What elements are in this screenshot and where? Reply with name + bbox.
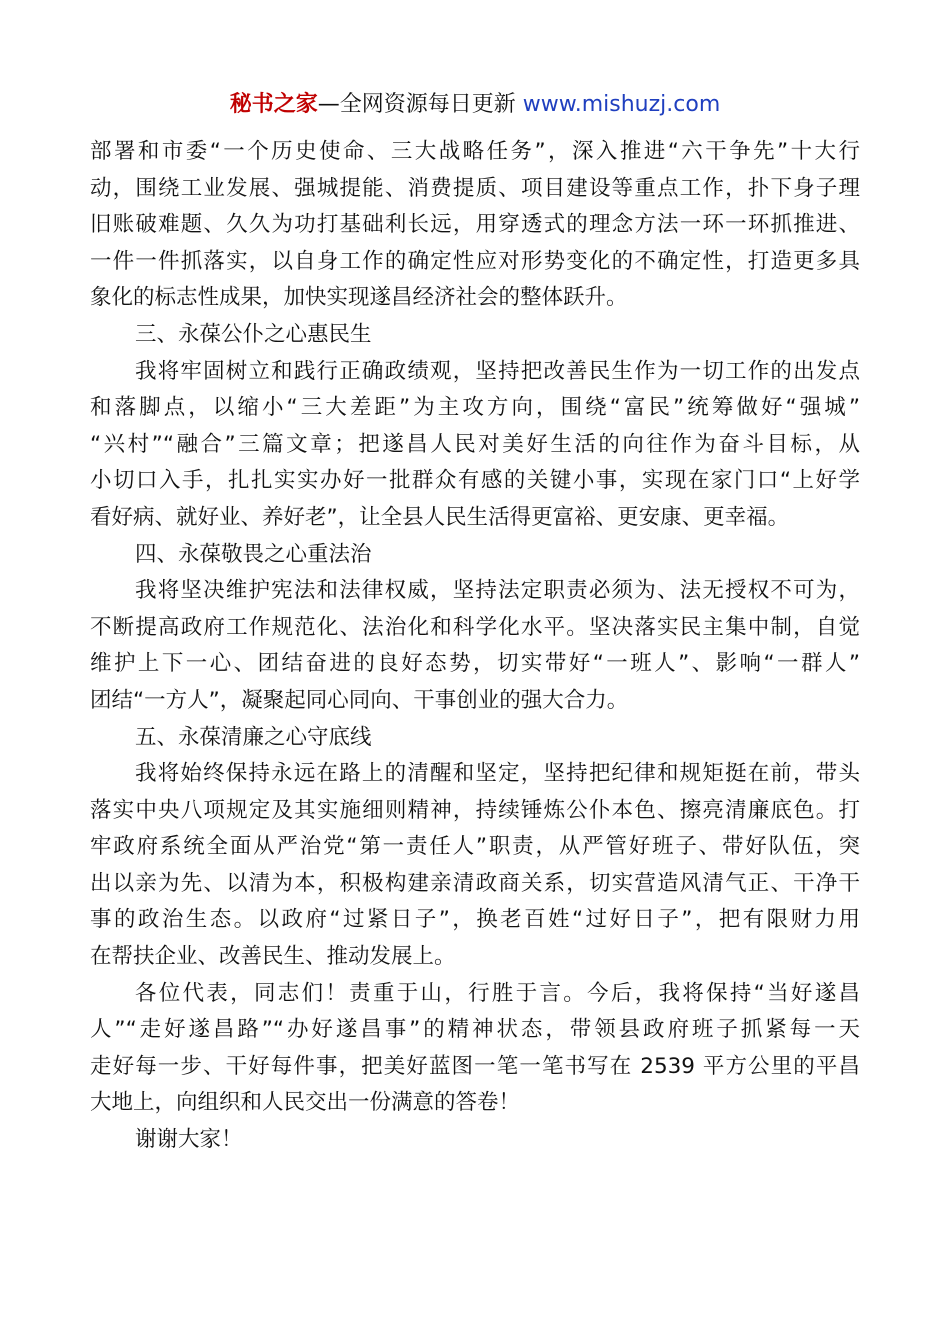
text-line: 一件一件抓落实，以自身工作的确定性应对形势变化的不确定性，打造更多具 bbox=[90, 248, 860, 274]
text-line: 事的政治生态。以政府“过紧日子”，换老百姓“过好日子”，把有限财力用 bbox=[90, 907, 860, 933]
text-line: 人”“走好遂昌路”“办好遂昌事”的精神状态，带领县政府班子抓紧每一天 bbox=[90, 1017, 860, 1043]
site-url[interactable]: www.mishuzj.com bbox=[522, 92, 721, 117]
text-line: 我将坚决维护宪法和法律权威，坚持法定职责必须为、法无授权不可为， bbox=[135, 578, 860, 604]
text-line: 旧账破难题、久久为功打基础利长远，用穿透式的理念方法一环一环抓推进、 bbox=[90, 212, 860, 238]
text-line: 我将始终保持永远在路上的清醒和坚定，坚持把纪律和规矩挺在前，带头 bbox=[135, 761, 860, 787]
text-line: 走好每一步、干好每件事，把美好蓝图一笔一笔书写在 2539 平方公里的平昌 bbox=[90, 1053, 860, 1079]
text-line: 出以亲为先、以清为本，积极构建亲清政商关系，切实营造风清气正、干净干 bbox=[90, 870, 860, 896]
text-line: 看好病、就好业、养好老”，让全县人民生活得更富裕、更安康、更幸福。 bbox=[90, 504, 790, 530]
text-line: 小切口入手，扎扎实实办好一批群众有感的关键小事，实现在家门口“上好学 bbox=[90, 468, 860, 494]
document-body bbox=[90, 134, 860, 1159]
text-line: “兴村”“融合”三篇文章；把遂昌人民对美好生活的向往作为奋斗目标，从 bbox=[90, 431, 860, 457]
text-line: 不断提高政府工作规范化、法治化和科学化水平。坚决落实民主集中制，自觉 bbox=[90, 614, 860, 640]
text-line: 我将牢固树立和践行正确政绩观，坚持把改善民生作为一切工作的出发点 bbox=[135, 358, 860, 384]
text-line: 五、永葆清廉之心守底线 bbox=[135, 724, 372, 750]
brand-name: 秘书之家 bbox=[229, 92, 318, 117]
text-line: 象化的标志性成果，加快实现遂昌经济社会的整体跃升。 bbox=[90, 285, 628, 311]
text-line: 团结“一方人”，凝聚起同心同向、干事创业的强大合力。 bbox=[90, 687, 629, 713]
page-header bbox=[0, 89, 950, 121]
text-line: 维护上下一心、团结奋进的良好态势，切实带好“一班人”、影响“一群人” bbox=[90, 651, 860, 677]
text-line: 在帮扶企业、改善民生、推动发展上。 bbox=[90, 944, 456, 970]
text-line: 三、永葆公仆之心惠民生 bbox=[135, 321, 372, 347]
text-line: 大地上，向组织和人民交出一份满意的答卷！ bbox=[90, 1090, 521, 1116]
text-line: 部署和市委“一个历史使命、三大战略任务”，深入推进“六干争先”十大行 bbox=[90, 139, 860, 164]
text-line: 谢谢大家！ bbox=[135, 1127, 243, 1153]
header-slogan: —全网资源每日更新 bbox=[317, 92, 516, 117]
text-line: 各位代表，同志们！责重于山，行胜于言。今后，我将保持“当好遂昌 bbox=[135, 980, 860, 1006]
text-line: 落实中央八项规定及其实施细则精神，持续锤炼公仆本色、擦亮清廉底色。打 bbox=[90, 797, 860, 823]
text-line: 动，围绕工业发展、强城提能、消费提质、项目建设等重点工作，扑下身子理 bbox=[90, 175, 860, 201]
text-line: 牢政府系统全面从严治党“第一责任人”职责，从严管好班子、带好队伍，突 bbox=[90, 834, 860, 860]
text-line: 四、永葆敬畏之心重法治 bbox=[135, 541, 372, 567]
text-line: 和落脚点，以缩小“三大差距”为主攻方向，围绕“富民”统筹做好“强城” bbox=[90, 395, 860, 421]
